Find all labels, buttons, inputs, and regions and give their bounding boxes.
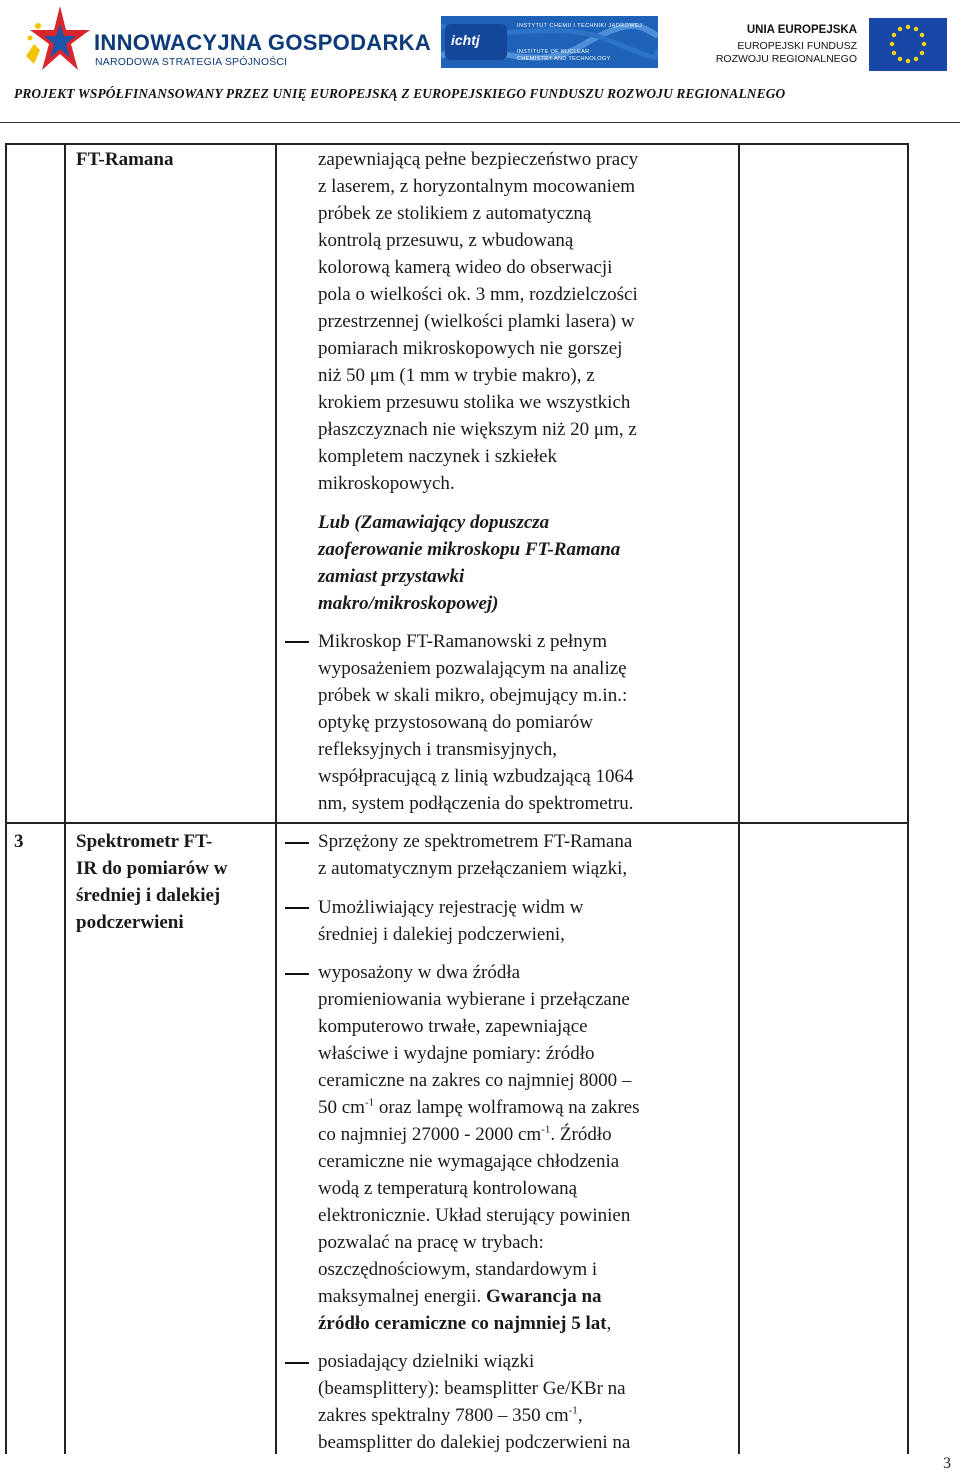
spec-line: zakres spektralny 7800 – 350 $cm^{-1}$, bbox=[318, 1404, 583, 1426]
specification-table bbox=[5, 143, 909, 1454]
spec-line: komputerowo trwałe, zapewniające bbox=[318, 1016, 588, 1037]
eu-title: UNIA EUROPEJSKA bbox=[746, 24, 857, 36]
eu-fund-logo bbox=[717, 4, 955, 76]
ichtj-name-english-1: INSTITUTE OF NUCLEAR bbox=[517, 49, 590, 55]
spec-line: elektronicznie. Układ sterujący powinien bbox=[318, 1205, 631, 1226]
column-border bbox=[738, 143, 740, 1454]
ichtj-name-polish: INSTYTUT CHEMII I TECHNIKI JĄDROWEJ bbox=[517, 23, 643, 29]
microscope-line: współpracującą z linią wzbudzającą 1064 bbox=[318, 766, 634, 787]
microscope-line: refleksyjnych i transmisyjnych, bbox=[318, 739, 558, 760]
innowacyjna-subtitle: NARODOWA STRATEGIA SPÓJNOŚCI bbox=[95, 56, 288, 68]
spec-line: ceramiczne na zakres co najmniej 8000 – bbox=[318, 1070, 632, 1091]
spec-line: kontrolą przesuwu, z wbudowaną bbox=[318, 230, 574, 251]
innowacyjna-gospodarka-logo bbox=[22, 4, 432, 76]
ichtj-mark: ichtj bbox=[451, 32, 480, 48]
spec-line: (beamsplittery): beamsplitter Ge/KBr na bbox=[318, 1378, 626, 1399]
column-border bbox=[907, 143, 909, 1454]
alternative-note-line: zamiast przystawki bbox=[318, 566, 465, 587]
eu-fund-line2: ROZWOJU REGIONALNEGO bbox=[715, 53, 857, 65]
eu-flag-icon bbox=[869, 18, 947, 71]
spec-line: mikroskopowych. bbox=[318, 473, 455, 494]
spec-line: co najmniej 27000 - 2000 $cm^{-1}$. Źródło bbox=[318, 1123, 612, 1145]
spec-line: płaszczyznach nie większym niż 20 μm, z bbox=[318, 419, 637, 440]
spec-line: Sprzężony ze spektrometrem FT-Ramana bbox=[318, 831, 633, 852]
column-border bbox=[5, 143, 7, 1454]
star-emblem-icon bbox=[22, 4, 92, 76]
ichtj-logo bbox=[441, 16, 658, 68]
column-border bbox=[64, 143, 66, 1454]
spec-line: z laserem, z horyzontalnym mocowaniem bbox=[318, 176, 636, 197]
spec-line: maksymalnej energii. Gwarancja na bbox=[318, 1286, 602, 1307]
microscope-line: nm, system podłączenia do spektrometru. bbox=[318, 793, 634, 814]
spec-line: promieniowania wybierane i przełączane bbox=[318, 989, 630, 1010]
alternative-note-line: zaoferowanie mikroskopu FT-Ramana bbox=[318, 539, 621, 560]
spec-line: wyposażony w dwa źródła bbox=[318, 962, 521, 983]
page-number: 3 bbox=[943, 1455, 951, 1472]
dash-bullet-icon bbox=[285, 1362, 309, 1364]
item-name: FT-Ramana bbox=[76, 149, 174, 170]
spec-line: kolorową kamerą wideo do obserwacji bbox=[318, 257, 613, 278]
spec-line: próbek ze stolikiem z automatyczną bbox=[318, 203, 592, 224]
project-cofinancing-note: PROJEKT WSPÓŁFINANSOWANY PRZEZ UNIĘ EUROPEJSKĄ Z EUROPEJSKIEGO FUNDUSZU ROZWOJU REGIONALNEGO bbox=[14, 86, 786, 101]
microscope-line: Mikroskop FT-Ramanowski z pełnym bbox=[318, 631, 608, 652]
spec-line: z automatycznym przełączaniem wiązki, bbox=[318, 858, 628, 879]
item-name-line: IR do pomiarów w bbox=[76, 858, 228, 879]
spec-line: właściwe i wydajne pomiary: źródło bbox=[318, 1043, 595, 1064]
innowacyjna-title: INNOWACYJNA GOSPODARKA bbox=[94, 30, 432, 55]
spec-line: Umożliwiający rejestrację widm w bbox=[318, 897, 584, 918]
spec-line: pola o wielkości ok. 3 mm, rozdzielczości bbox=[318, 284, 638, 305]
alternative-note-line: Lub (Zamawiający dopuszcza bbox=[318, 512, 550, 533]
item-name-line: Spektrometr FT- bbox=[76, 831, 213, 852]
header-divider bbox=[0, 122, 960, 123]
row-number: 3 bbox=[14, 831, 24, 852]
table-top-border bbox=[5, 143, 909, 145]
alternative-note-line: makro/mikroskopowej) bbox=[318, 593, 499, 614]
spec-line: oszczędnościowym, standardowym i bbox=[318, 1259, 598, 1280]
spec-line: pomiarach mikroskopowych nie gorszej bbox=[318, 338, 623, 359]
spec-line: średniej i dalekiej podczerwieni, bbox=[318, 924, 565, 945]
item-name-line: średniej i dalekiej bbox=[76, 885, 221, 906]
microscope-line: próbek w skali mikro, obejmujący m.in.: bbox=[318, 685, 628, 706]
spec-line: 50 $cm^{-1}$ oraz lampę wolframową na zakres bbox=[318, 1096, 640, 1118]
dash-bullet-icon bbox=[285, 907, 309, 909]
eu-fund-line1: EUROPEJSKI FUNDUSZ bbox=[737, 40, 857, 52]
warranty-line: źródło ceramiczne co najmniej 5 lat, bbox=[318, 1313, 612, 1334]
spec-line: zapewniającą pełne bezpieczeństwo pracy bbox=[318, 149, 639, 170]
ichtj-name-english-2: CHEMISTRY AND TECHNOLOGY bbox=[517, 56, 611, 62]
spec-line: przestrzennej (wielkości plamki lasera) w bbox=[318, 311, 635, 332]
spec-line: posiadający dzielniki wiązki bbox=[318, 1351, 535, 1372]
spec-line: ceramiczne nie wymagające chłodzenia bbox=[318, 1151, 620, 1172]
row-divider bbox=[5, 822, 909, 824]
dash-bullet-icon bbox=[285, 641, 309, 643]
spec-line: kompletem naczynek i szkiełek bbox=[318, 446, 557, 467]
spec-line: beamsplitter do dalekiej podczerwieni na bbox=[318, 1432, 631, 1453]
spec-line: niż 50 μm (1 mm w trybie makro), z bbox=[318, 365, 595, 386]
spec-line: pozwalać na pracę w trybach: bbox=[318, 1232, 544, 1253]
spec-line: krokiem przesuwu stolika we wszystkich bbox=[318, 392, 631, 413]
spec-line: wodą z temperaturą kontrolowaną bbox=[318, 1178, 578, 1199]
dash-bullet-icon bbox=[285, 973, 309, 975]
microscope-line: optykę przystosowaną do pomiarów bbox=[318, 712, 593, 733]
column-border bbox=[275, 143, 277, 1454]
microscope-line: wyposażeniem pozwalającym na analizę bbox=[318, 658, 627, 679]
item-name-line: podczerwieni bbox=[76, 912, 184, 933]
dash-bullet-icon bbox=[285, 842, 309, 844]
